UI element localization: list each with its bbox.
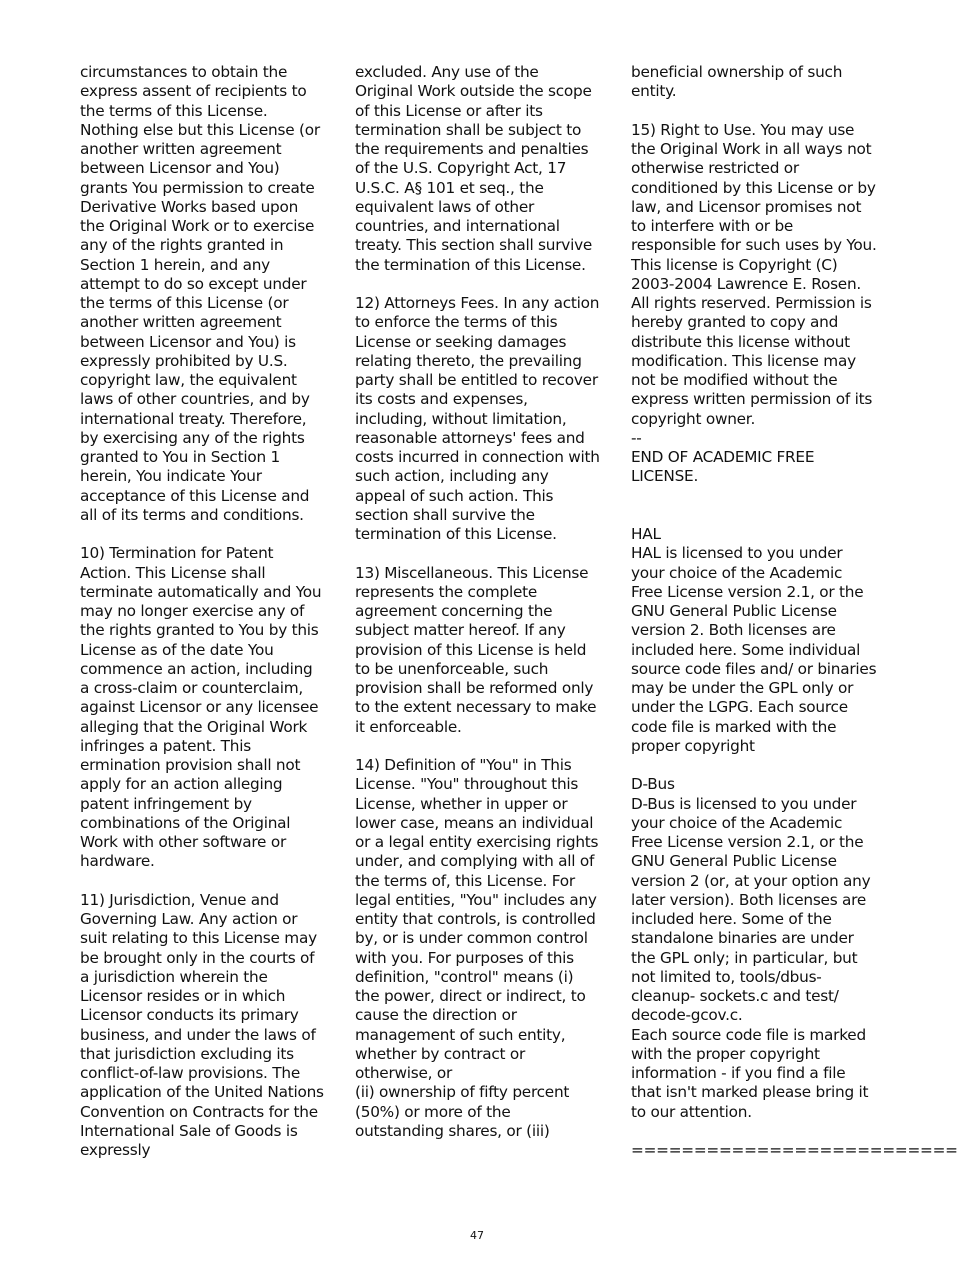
- hal-title: HAL: [631, 525, 661, 543]
- afl-paragraph-9-continued: circumstances to obtain the express assent of recipients to the terms of this License. Nothing else but this License (or another written agreement between Licensor and You) grants You permission to create Derivative Works based upon the Original Work or to exercise any of the rights granted in Section 1 herein, and any attempt to do so except under the terms of this License (or another written agreement between Licensor and You) is expressly prohibited by U.S. copyright law, the equivalent laws of other countries, and by international treaty. Therefore, by exercising any of the rights granted to You in Section 1 herein, You indicate Your acceptance of this License and all of its terms and conditions.: [80, 63, 320, 524]
- afl-section-14-definition: [355, 756, 601, 1141]
- afl-separator: --: [631, 428, 642, 447]
- afl-section-13-miscellaneous: 13) Miscellaneous. This License represents the complete agreement concerning the subject matter hereof. If any provision of this License is held to be unenforceable, such provision shall be reformed only to the extent necessary to make it enforceable.: [355, 563, 597, 736]
- afl-end-marker: END OF ACADEMIC FREE LICENSE.: [631, 448, 815, 486]
- afl-section-12-attorneys-fees: 12) Attorneys Fees. In any action to enforce the terms of this License or seeking damages relating thereto, the prevailing party shall be entitled to recover its costs and expenses, including, without limitation, reasonable attorneys' fees and costs incurred in connection with such action, including any appeal of such action. This section shall survive the termination of this License.: [355, 294, 600, 543]
- right-column: [631, 63, 958, 1160]
- hal-section: [631, 525, 877, 756]
- afl-section-10-termination: 10) Termination for Patent Action. This License shall terminate automatically and You may no longer exercise any of the rights granted to You by this License as of the date You commence an action, including a cross-claim or counterclaim, against Licensor or any licensee alleging that the Original Work infringes a patent. This ermination provision shall not apply for an action alleging patent infringement by combinations of the Original Work with other software or hardware.: [80, 544, 322, 871]
- page-number: 47: [470, 1229, 484, 1242]
- left-column: [80, 63, 326, 1180]
- hal-body: HAL is licensed to you under your choice of the Academic Free License version 2.1, or the GNU General Public License version 2. Both licenses are included here. Some individual source code files and/ or binaries may be under the GPL only or under the LGPG. Each source code file is marked with the proper copyright: [631, 544, 877, 755]
- spacer: [631, 506, 877, 525]
- dbus-body: D-Bus is licensed to you under your choice of the Academic Free License version 2.1, or the GNU General Public License version 2 (or, at your option any later version). Both licenses are included here. Some of the standalone binaries are under the GPL only; in particular, but not limited to, tools/dbus-cleanup- sockets.c and test/ decode-gcov.c.: [631, 794, 871, 1025]
- afl-section-14-part-2: (ii) ownership of fifty percent (50%) or more of the outstanding shares, or (iii): [355, 1083, 570, 1140]
- afl-section-11-jurisdiction: 11) Jurisdiction, Venue and Governing Law. Any action or suit relating to this License may be brought only in the courts of a jurisdiction wherein the Licensor resides or in which Licensor conducts its primary business, and under the laws of that jurisdiction excluding its conflict-of-law provisions. The application of the United Nations Convention on Contracts for the International Sale of Goods is expressly: [80, 890, 324, 1159]
- dbus-title: D-Bus: [631, 775, 675, 794]
- afl-section-15-right-to-use: [631, 121, 877, 487]
- dbus-section: [631, 775, 877, 1122]
- section-divider-rule: ==========================: [631, 1141, 958, 1159]
- afl-section-15-text: 15) Right to Use. You may use the Original Work in all ways not otherwise restricted or conditioned by this License or by law, and Licensor promises not to interfere with or be responsible for such uses by You. This license is Copyright (C) 2003-2004 Lawrence E. Rosen. All rights reserved. Permission is hereby granted to copy and distribute this license without modification. This license may not be modified without the express written permission of its copyright owner.: [631, 120, 877, 428]
- afl-section-11-continued: excluded. Any use of the Original Work outside the scope of this License or after its termination shall be subject to the requirements and penalties of the U.S. Copyright Act, 17 U.S.C. A§ 101 et seq., the equivalent laws of other countries, and international treaty. This section shall survive the termination of this License.: [355, 63, 593, 274]
- afl-section-14-continued: beneficial ownership of such entity.: [631, 63, 843, 101]
- middle-column: [355, 63, 601, 1160]
- dbus-body-2: Each source code file is marked with the proper copyright information - if you find a file that isn't marked please bring it to our attention.: [631, 1025, 869, 1121]
- afl-section-14-part-1: 14) Definition of "You" in This License. "You" throughout this License, whether in upper or lower case, means an individual or a legal entity exercising rights under, and complying with all of the terms of, this License. For legal entities, "You" includes any entity that controls, is controlled by, or is under common control with you. For purposes of this definition, "control" means (i) the power, direct or indirect, to cause the direction or management of such entity, whether by contract or otherwise, or: [355, 756, 599, 1082]
